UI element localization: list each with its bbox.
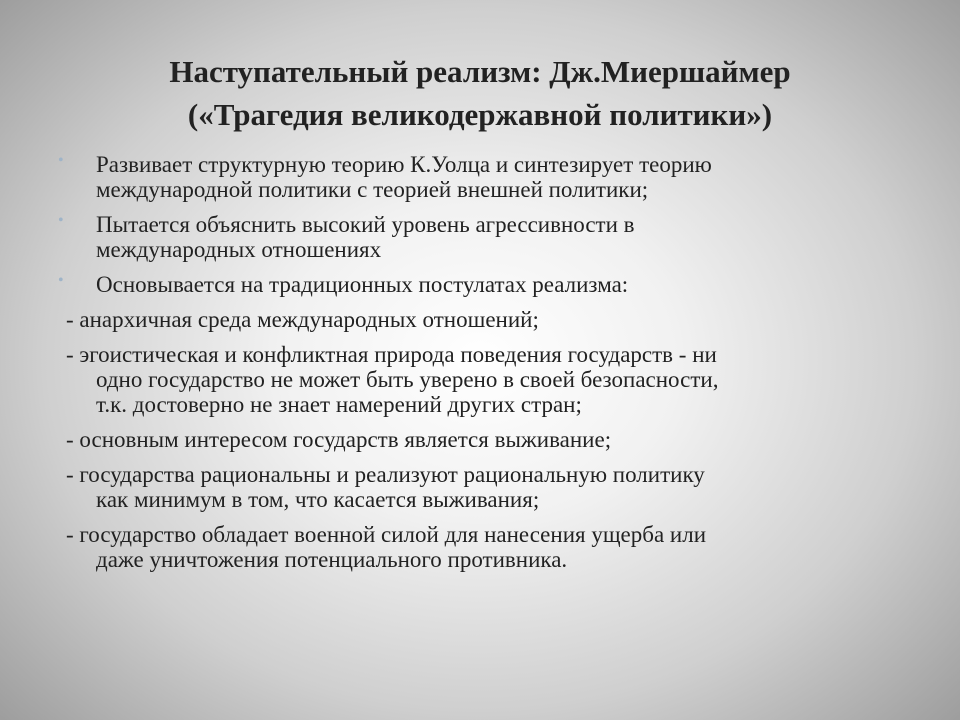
dash-line: - основным интересом государств является выживание;: [66, 427, 612, 452]
slide-title-line-1: Наступательный реализм: Дж.Миершаймер: [169, 54, 791, 89]
bullet-line: Основывается на традиционных постулатах реализма:: [96, 272, 629, 297]
bullet-dot-icon: •: [58, 212, 64, 229]
slide-title-line-2: («Трагедия великодержавной политики»): [187, 97, 773, 132]
dash-item: [56, 522, 916, 572]
bullet-line: международных отношениях: [96, 237, 382, 262]
bullet-item: [56, 212, 916, 262]
dash-line: - анархичная среда международных отношений;: [66, 307, 539, 332]
dash-item: [56, 342, 916, 417]
dash-line: - государства рациональны и реализуют рациональную политику: [66, 462, 705, 487]
bullet-dot-icon: •: [58, 152, 64, 169]
dash-line: одно государство не может быть уверено в своей безопасности,: [96, 367, 719, 392]
slide-title: [40, 50, 920, 136]
bullet-dot-icon: •: [58, 272, 64, 289]
bullet-item: [56, 272, 916, 297]
dash-line: даже уничтожения потенциального противника.: [96, 547, 568, 572]
dash-line: т.к. достоверно не знает намерений других стран;: [96, 392, 582, 417]
dash-item: [56, 427, 916, 452]
dash-line: как минимум в том, что касается выживания;: [96, 487, 540, 512]
dash-item: [56, 462, 916, 512]
slide-content: [56, 152, 916, 582]
dash-item: [56, 307, 916, 332]
bullet-line: Развивает структурную теорию К.Уолца и синтезирует теорию: [96, 152, 712, 177]
bullet-item: [56, 152, 916, 202]
bullet-line: Пытается объяснить высокий уровень агрессивности в: [96, 212, 635, 237]
dash-line: - эгоистическая и конфликтная природа поведения государств - ни: [66, 342, 717, 367]
dash-line: - государство обладает военной силой для нанесения ущерба или: [66, 522, 707, 547]
bullet-line: международной политики с теорией внешней политики;: [96, 177, 649, 202]
